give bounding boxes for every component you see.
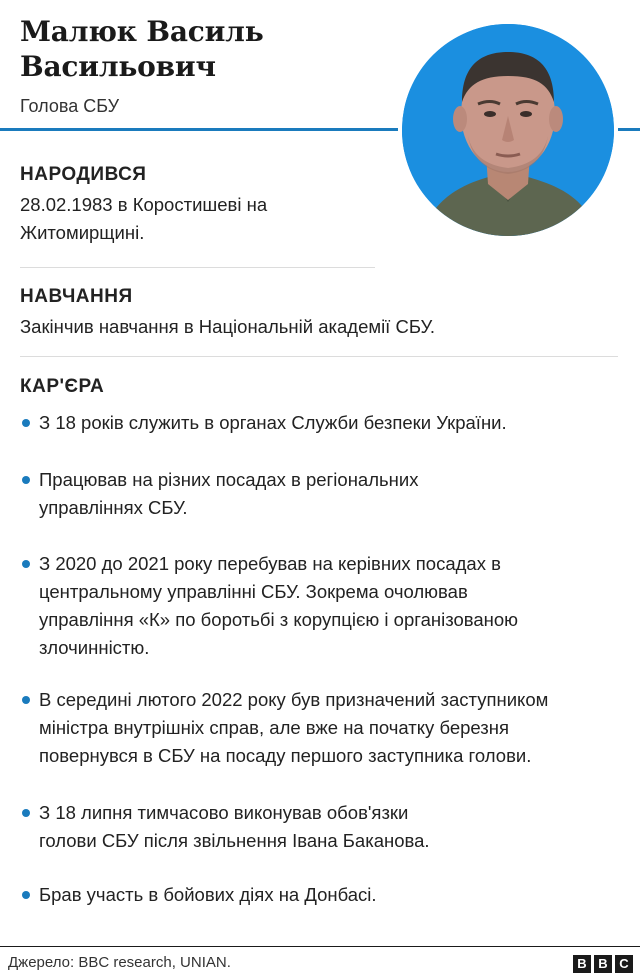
divider [20, 267, 375, 268]
career-title: КАР'ЄРА [20, 376, 105, 397]
bullet-dot [22, 560, 30, 568]
person-position: Голова СБУ [20, 96, 120, 116]
career-item [20, 799, 620, 855]
career-item-line: В середині лютого 2022 року був призначений заступником [39, 689, 549, 710]
career-item-line: центральному управлінні СБУ. Зокрема очолював [39, 581, 468, 602]
bbc-logo-block: B [594, 955, 612, 973]
bullet-dot [22, 891, 30, 899]
divider [20, 356, 618, 357]
person-name-line1: Малюк Василь [20, 15, 264, 48]
education-text: Закінчив навчання в Національній академії СБУ. [20, 316, 435, 337]
born-line2: Житомирщині. [20, 222, 145, 243]
bullet-dot [22, 809, 30, 817]
career-item-line: міністра внутрішніх справ, але вже на початку березня [39, 717, 510, 738]
portrait-photo [402, 24, 614, 236]
bullet-dot [22, 696, 30, 704]
person-name [20, 14, 380, 84]
header-rule [0, 128, 398, 131]
born-line1: 28.02.1983 в Коростишеві на [20, 194, 268, 215]
born-text [20, 191, 320, 247]
career-item-line: Працював на різних посадах в регіональних [39, 469, 419, 490]
career-item-line: голови СБУ після звільнення Івана Баканова. [39, 830, 430, 851]
career-item-line: повернувся в СБУ на посаду першого заступника голови. [39, 745, 532, 766]
career-item [20, 409, 620, 437]
career-item [20, 466, 620, 522]
career-item-line: управліннях СБУ. [39, 497, 188, 518]
career-item-line: З 18 липня тимчасово виконував обов'язки [39, 802, 409, 823]
career-item-line: З 2020 до 2021 року перебував на керівних посадах в [39, 553, 501, 574]
career-item [20, 686, 620, 770]
career-item [20, 881, 620, 909]
career-item [20, 550, 620, 662]
footer-rule [0, 946, 640, 947]
bullet-dot [22, 419, 30, 427]
born-title: НАРОДИВСЯ [20, 164, 147, 185]
career-item-line: злочинністю. [39, 637, 150, 658]
career-item-line: З 18 років служить в органах Служби безпеки України. [39, 412, 507, 433]
career-item-line: управління «К» по боротьбі з корупцією і організованою [39, 609, 519, 630]
bbc-logo-block: C [615, 955, 633, 973]
career-item-line: Брав участь в бойових діях на Донбасі. [39, 884, 377, 905]
source-credit: Джерело: BBC research, UNIAN. [8, 954, 231, 971]
bullet-dot [22, 476, 30, 484]
bbc-logo [573, 955, 633, 973]
person-name-line2: Васильович [20, 50, 216, 83]
header-rule-right [618, 128, 640, 131]
education-title: НАВЧАННЯ [20, 286, 133, 307]
bbc-logo-block: B [573, 955, 591, 973]
